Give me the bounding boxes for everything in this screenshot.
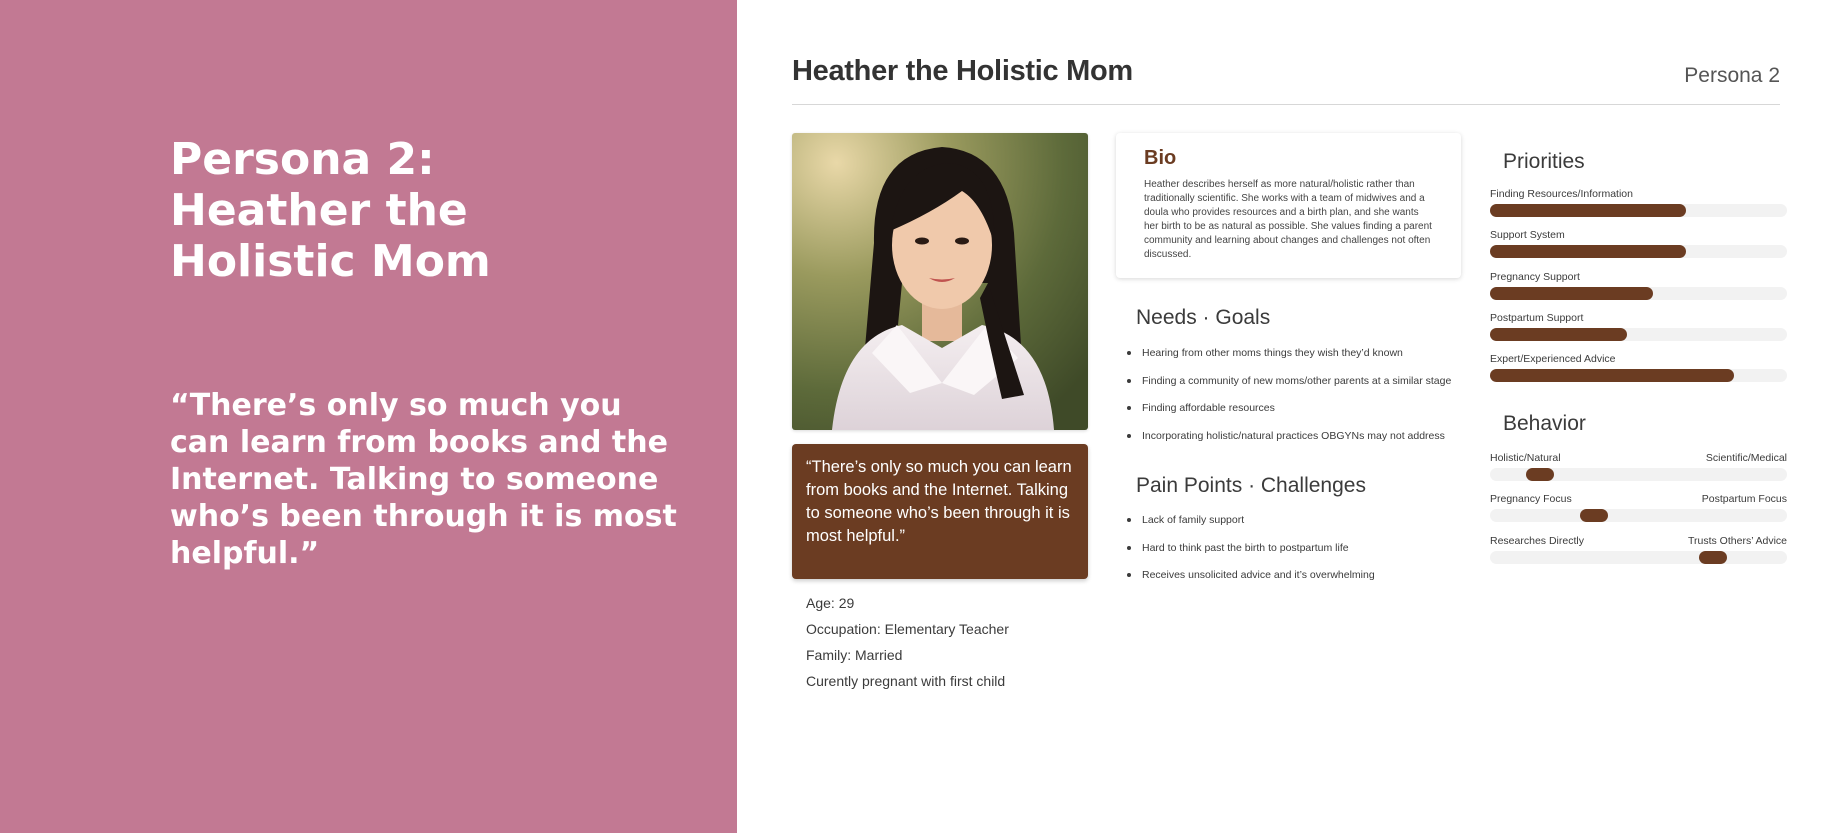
list-item-text: Hearing from other moms things they wish they’d known — [1142, 347, 1403, 359]
behavior-track — [1490, 468, 1787, 481]
needs-goals-list — [1126, 346, 1471, 457]
behavior-left-label: Holistic/Natural — [1490, 452, 1561, 464]
behavior-right-label: Postpartum Focus — [1701, 493, 1787, 505]
priority-fill — [1490, 328, 1627, 341]
behavior-knob — [1526, 468, 1554, 481]
fact-age: Age: 29 — [806, 595, 855, 611]
persona-title-line: Persona 2: — [170, 134, 435, 185]
list-item — [1126, 374, 1471, 402]
priority-fill — [1490, 369, 1734, 382]
behavior-track — [1490, 551, 1787, 564]
bullet-icon — [1127, 406, 1131, 410]
persona-title — [170, 134, 690, 287]
fact-occupation: Occupation: Elementary Teacher — [806, 621, 1009, 637]
behavior-track — [1490, 509, 1787, 522]
fact-family: Family: Married — [806, 647, 903, 663]
behavior-knob — [1580, 509, 1608, 522]
list-item — [1126, 346, 1471, 374]
priority-track — [1490, 204, 1787, 217]
bullet-icon — [1127, 379, 1131, 383]
bullet-icon — [1127, 546, 1131, 550]
bullet-icon — [1127, 573, 1131, 577]
list-item — [1126, 429, 1471, 457]
behavior-right-label: Trusts Others’ Advice — [1687, 535, 1787, 547]
fact-status: Curently pregnant with first child — [806, 673, 1006, 689]
page-title: Heather the Holistic Mom — [792, 55, 1133, 87]
priority-fill — [1490, 245, 1686, 258]
bio-card — [1116, 133, 1461, 278]
pain-points-list — [1126, 513, 1471, 596]
priority-label: Pregnancy Support — [1490, 271, 1580, 283]
behavior-left-label: Pregnancy Focus — [1490, 493, 1572, 505]
persona-quote: “There’s only so much you can learn from books and the Internet. Talking to someone who’s been through it is most helpful.” — [170, 388, 677, 571]
behavior-title: Behavior — [1503, 412, 1586, 435]
behavior-left-label: Researches Directly — [1490, 535, 1584, 547]
priority-label: Support System — [1490, 229, 1565, 241]
priority-fill — [1490, 204, 1686, 217]
priority-label: Expert/Experienced Advice — [1490, 353, 1616, 365]
list-item — [1126, 541, 1471, 569]
list-item-text: Receives unsolicited advice and it’s overwhelming — [1142, 569, 1375, 582]
priority-track — [1490, 287, 1787, 300]
list-item-text: Finding affordable resources — [1142, 402, 1275, 415]
priority-label: Postpartum Support — [1490, 312, 1584, 324]
list-item — [1126, 568, 1471, 596]
persona-photo — [792, 133, 1088, 430]
priority-track — [1490, 328, 1787, 341]
behavior-knob — [1699, 551, 1727, 564]
list-item-text: Lack of family support — [1142, 514, 1245, 526]
persona-label: Persona 2 — [1684, 64, 1780, 87]
list-item-text: Finding a community of new moms/other parents at a similar stage — [1142, 374, 1452, 387]
bullet-icon — [1127, 351, 1131, 355]
persona-title-line: Holistic Mom — [170, 236, 491, 287]
persona-facts — [806, 590, 1009, 694]
quote-card: “There’s only so much you can learn from books and the Internet. Talking to someone who’s been through it is most helpful.” — [792, 444, 1088, 579]
priority-fill — [1490, 287, 1653, 300]
behavior-right-label: Scientific/Medical — [1705, 452, 1787, 464]
bio-title: Bio — [1144, 147, 1177, 169]
list-item-text: Incorporating holistic/natural practices OBGYNs may not address — [1142, 430, 1445, 443]
header-divider — [792, 104, 1780, 105]
priority-label: Finding Resources/Information — [1490, 188, 1633, 200]
list-item-text: Hard to think past the birth to postpartum life — [1142, 541, 1349, 554]
priority-track — [1490, 369, 1787, 382]
bullet-icon — [1127, 434, 1131, 438]
priorities-title: Priorities — [1503, 150, 1585, 173]
bio-text: Heather describes herself as more natural/holistic rather than traditionally scientific. She works with a team of midwives and a doula who provides resources and a birth plan, and she wants her birth to be as natural as possible. She values finding a parent community and learning about changes and challenges not often discussed. — [1144, 179, 1432, 260]
needs-goals-title: Needs · Goals — [1136, 306, 1271, 329]
left-panel — [0, 0, 737, 833]
list-item — [1126, 513, 1471, 541]
priority-track — [1490, 245, 1787, 258]
persona-title-line: Heather the — [170, 185, 468, 236]
pain-points-title: Pain Points · Challenges — [1136, 474, 1366, 497]
list-item — [1126, 401, 1471, 429]
bullet-icon — [1127, 518, 1131, 522]
